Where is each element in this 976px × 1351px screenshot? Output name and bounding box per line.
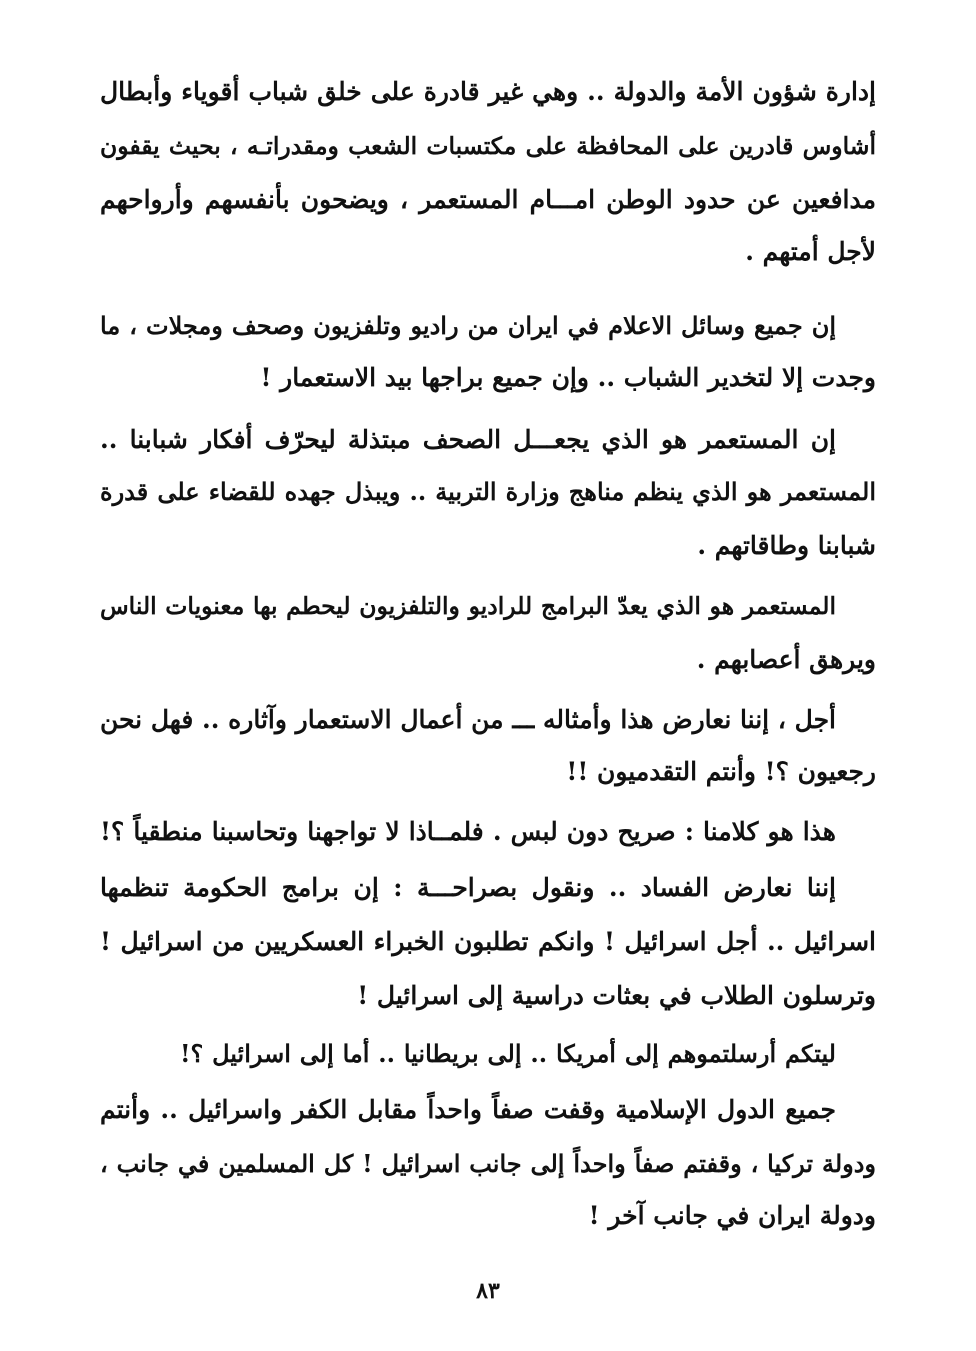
page-number: ٨٣ [476,1278,500,1304]
paragraph-8-line-1: ليتكم أرسلتموهم إلى أمريكا .. إلى بريطانيا .. أما إلى اسرائيل ؟! [180,1039,836,1068]
paragraph-7-line-2: اسرائيل .. أجل اسرائيل ! وانكم تطلبون الخبراء العسكريين من اسرائيل ! [100,927,876,956]
paragraph-4-line-2: ويرهق أعصابهم . [696,645,876,674]
paragraph-3-line-2: المستعمر هو الذي ينظم مناهج وزارة التربية .. ويبذل جهده للقضاء على قدرة [100,477,876,506]
paragraph-6-line-1: هذا هو كلامنا : صريح دون لبس . فلمــاذا لا تواجهنا وتحاسبنا منطقياً ؟! [100,817,836,846]
paragraph-1-line-2: أشاوس قادرين على المحافظة على مكتسبات الشعب ومقدراتـه ، بحيث يقفون [100,132,876,160]
paragraph-7-line-1: إننا نعارض الفساد .. ونقول بصراحـــة : إن برامج الحكومة تنظمها [100,873,836,902]
paragraph-9-line-1: جميع الدول الإسلامية وقفت صفاً واحداً مقابل الكفر واسرائيل .. وأنتم [100,1095,836,1124]
paragraph-1-line-4: لأجل أمتهم . [745,237,876,266]
paragraph-9-line-3: ودولة ايران في جانب آخر ! [588,1201,876,1230]
paragraph-2-line-2: وجدت إلا لتخدير الشباب .. وإن جميع براجها بيد الاستعمار ! [260,363,876,392]
paragraph-3-line-3: شبابنا وطاقاتهم . [697,531,876,560]
paragraph-1-line-3: مدافعين عن حدود الوطن امـــام المستعمر ، ويضحون بأنفسهم وأرواحهم [100,185,876,214]
paragraph-3-line-1: إن المستعمر هو الذي يجعـــل الصحف مبتذلة ليحرّف أفكار شبابنا .. [100,425,836,454]
paragraph-7-line-3: وترسلون الطلاب في بعثات دراسية إلى اسرائيل ! [357,981,876,1010]
paragraph-1-line-1: إدارة شؤون الأمة والدولة .. وهي غير قادرة على خلق شباب أقوياء وأبطال [100,77,876,106]
paragraph-2-line-1: إن جميع وسائل الاعلام في ايران من راديو وتلفزيون وصحف ومجلات ، ما [100,311,836,340]
paragraph-5-line-2: رجعيون ؟! وأنتم التقدميون !! [566,757,876,786]
paragraph-5-line-1: أجل ، إننا نعارض هذا وأمثاله ـــ من أعمال الاستعمار وآثاره .. فهل نحن [100,705,836,734]
paragraph-9-line-2: ودولة تركيا ، وقفتم صفاً واحداً إلى جانب اسرائيل ! كل المسلمين في جانب ، [100,1149,877,1178]
paragraph-4-line-1: المستعمر هو الذي يعدّ البرامج للراديو والتلفزيون ليحطم بها معنويات الناس [100,592,836,620]
